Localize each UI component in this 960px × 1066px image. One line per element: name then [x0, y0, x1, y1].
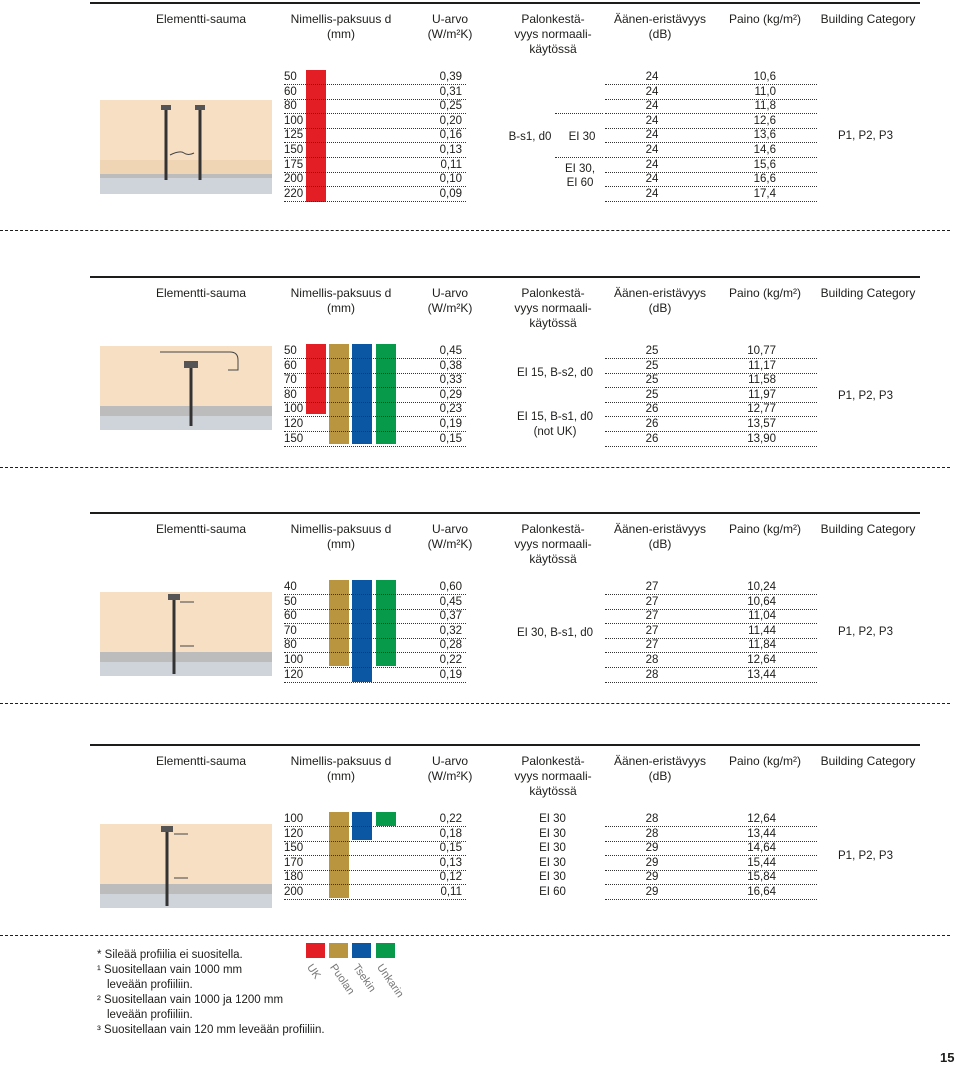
header-uvalue: U-arvo (W/m²K)	[427, 754, 473, 783]
sound-cell: 28	[645, 813, 659, 825]
footnote-2-cont: leveään profiiliin.	[107, 1009, 193, 1021]
header-fire: Palonkestä- vyys normaali- käytössä	[514, 286, 592, 330]
weight-cell: 13,57	[747, 418, 776, 430]
row-divider	[284, 201, 466, 202]
thickness-cell: 120	[284, 827, 304, 840]
sound-cell: 24	[645, 173, 659, 186]
building-category: P1, P2, P3	[838, 626, 893, 638]
color-bar-blue	[352, 344, 372, 444]
weight-cell: 12,6	[753, 114, 776, 127]
sound-cell: 24	[645, 129, 659, 142]
uvalue-cell: 0,38	[439, 359, 462, 372]
sound-cell: 25	[645, 345, 659, 357]
table-header	[90, 512, 920, 572]
thickness-cell: 150	[284, 144, 304, 156]
sound-cell: 25	[645, 359, 659, 372]
weight-cell: 15,84	[747, 871, 776, 884]
weight-cell: 14,64	[747, 842, 776, 855]
row-divider	[605, 128, 817, 129]
weight-cell: 12,64	[747, 813, 776, 825]
weight-cell: 11,17	[748, 359, 776, 372]
row-divider	[605, 899, 817, 900]
weight-cell: 10,6	[753, 71, 776, 83]
row-divider	[605, 157, 817, 158]
uvalue-cell: 0,13	[439, 144, 462, 156]
sound-cell: 27	[645, 581, 659, 593]
thickness-cell: 175	[284, 158, 304, 171]
sound-cell: 28	[645, 654, 659, 666]
fire-class-b: EI 15, B-s1, d0	[516, 411, 594, 423]
sound-cell: 26	[645, 403, 659, 416]
uvalue-cell: 0,10	[439, 173, 462, 186]
color-bar-gold	[329, 344, 349, 444]
header-joint: Elementti-sauma	[155, 522, 247, 536]
thickness-cell: 50	[284, 345, 297, 357]
header-sound: Äänen-eristävyys (dB)	[613, 754, 707, 783]
row-divider	[605, 373, 817, 374]
thickness-cell: 50	[284, 71, 297, 83]
header-uvalue: U-arvo (W/m²K)	[427, 12, 473, 41]
uvalue-cell: 0,29	[439, 388, 462, 401]
header-category: Building Category	[820, 12, 916, 26]
weight-cell: 12,77	[747, 403, 776, 416]
thickness-cell: 70	[284, 374, 297, 387]
row-divider	[605, 431, 817, 432]
weight-cell: 11,84	[748, 639, 776, 652]
thickness-cell: 100	[284, 813, 304, 825]
fire-cell: EI 30	[539, 827, 566, 840]
sound-cell: 24	[645, 100, 659, 113]
row-divider	[605, 446, 817, 447]
fire-cell: EI 30	[539, 856, 566, 869]
header-category: Building Category	[820, 754, 916, 768]
row-divider	[605, 358, 817, 359]
weight-cell: 10,77	[747, 345, 776, 357]
uvalue-cell: 0,22	[439, 654, 462, 666]
color-bar-green	[376, 344, 396, 444]
thickness-cell: 40	[284, 581, 297, 593]
sound-cell: 29	[645, 886, 659, 898]
row-divider	[605, 667, 817, 668]
sound-cell: 28	[645, 668, 659, 681]
sound-cell: 25	[645, 374, 659, 387]
header-sound: Äänen-eristävyys (dB)	[613, 522, 707, 551]
table-header	[90, 744, 920, 804]
sound-cell: 27	[645, 595, 659, 608]
weight-cell: 13,90	[747, 432, 776, 445]
building-category: P1, P2, P3	[838, 390, 893, 402]
weight-cell: 14,6	[753, 144, 776, 156]
section-divider	[0, 703, 950, 704]
fire-class-c: (not UK)	[533, 426, 577, 438]
table-header	[90, 276, 920, 336]
joint-illustration-2	[100, 346, 272, 434]
uvalue-cell: 0,15	[439, 432, 462, 445]
thickness-cell: 150	[284, 842, 304, 855]
header-joint: Elementti-sauma	[155, 286, 247, 300]
row-divider	[605, 884, 817, 885]
page-number: 15	[940, 1050, 955, 1065]
sound-cell: 24	[645, 158, 659, 171]
fire-class-a: EI 30, B-s1, d0	[516, 627, 594, 639]
row-divider	[605, 99, 817, 100]
row-divider	[605, 682, 817, 683]
sound-cell: 29	[645, 842, 659, 855]
table-header	[90, 2, 920, 62]
row-divider	[605, 870, 817, 871]
row-divider	[605, 609, 817, 610]
uvalue-cell: 0,22	[439, 813, 462, 825]
header-sound: Äänen-eristävyys (dB)	[613, 12, 707, 41]
row-divider	[605, 623, 817, 624]
weight-cell: 13,44	[747, 827, 776, 840]
sound-cell: 29	[645, 871, 659, 884]
header-fire: Palonkestä- vyys normaali- käytössä	[514, 12, 592, 56]
header-weight: Paino (kg/m²)	[728, 522, 802, 536]
row-divider	[605, 201, 817, 202]
row-divider	[284, 446, 466, 447]
footnote-1: ¹ Suositellaan vain 1000 mm	[97, 964, 243, 976]
legend-label-puolan: Puolan	[327, 962, 357, 997]
uvalue-cell: 0,15	[439, 842, 462, 855]
uvalue-cell: 0,11	[440, 886, 462, 898]
row-divider	[605, 113, 817, 114]
fire-cell: EI 60	[539, 886, 566, 898]
row-divider	[605, 172, 817, 173]
footnote-star: * Sileää profiilia ei suositella.	[97, 949, 243, 961]
sound-cell: 24	[645, 71, 659, 83]
legend-swatch-red	[306, 943, 325, 958]
sound-cell: 27	[645, 610, 659, 623]
fire-class-a: EI 15, B-s2, d0	[516, 367, 594, 379]
header-weight: Paino (kg/m²)	[728, 754, 802, 768]
weight-cell: 10,24	[747, 581, 776, 593]
header-uvalue: U-arvo (W/m²K)	[427, 522, 473, 551]
sound-cell: 27	[645, 624, 659, 637]
thickness-cell: 200	[284, 173, 304, 186]
legend-swatch-gold	[329, 943, 348, 958]
uvalue-cell: 0,09	[439, 187, 462, 200]
thickness-cell: 170	[284, 856, 304, 869]
joint-illustration-4	[100, 824, 272, 912]
uvalue-cell: 0,45	[439, 595, 462, 608]
thickness-cell: 100	[284, 403, 304, 416]
building-category: P1, P2, P3	[838, 130, 893, 142]
header-category: Building Category	[820, 522, 916, 536]
uvalue-cell: 0,20	[439, 114, 462, 127]
legend-label-uk: UK	[304, 962, 323, 982]
thickness-cell: 100	[284, 654, 304, 666]
header-uvalue: U-arvo (W/m²K)	[427, 286, 473, 315]
header-thickness: Nimellis-paksuus d (mm)	[290, 754, 392, 783]
fire-cell: EI 30	[539, 871, 566, 884]
sound-cell: 29	[645, 856, 659, 869]
uvalue-cell: 0,37	[439, 610, 462, 623]
thickness-cell: 100	[284, 114, 304, 127]
header-fire: Palonkestä- vyys normaali- käytössä	[514, 754, 592, 798]
weight-cell: 15,44	[747, 856, 776, 869]
uvalue-cell: 0,33	[439, 374, 462, 387]
sound-cell: 28	[645, 827, 659, 840]
uvalue-cell: 0,28	[439, 639, 462, 652]
fire-class-b: EI 30	[568, 131, 596, 143]
sound-cell: 24	[645, 144, 659, 156]
fire-cell: EI 30	[539, 842, 566, 855]
row-divider	[605, 387, 817, 388]
row-divider	[605, 84, 817, 85]
legend-label-unkarin: Unkarin	[374, 962, 406, 1000]
thickness-cell: 60	[284, 610, 297, 623]
joint-illustration-1	[100, 100, 272, 200]
uvalue-cell: 0,39	[439, 71, 462, 83]
uvalue-cell: 0,60	[439, 581, 462, 593]
row-divider	[605, 402, 817, 403]
weight-cell: 10,64	[747, 595, 776, 608]
sound-cell: 24	[645, 85, 659, 98]
uvalue-cell: 0,31	[439, 85, 462, 98]
uvalue-cell: 0,18	[439, 827, 462, 840]
section-divider	[0, 935, 950, 936]
header-sound: Äänen-eristävyys (dB)	[613, 286, 707, 315]
weight-cell: 13,6	[753, 129, 776, 142]
row-divider	[284, 682, 466, 683]
weight-cell: 16,64	[747, 886, 776, 898]
footnote-1-cont: leveään profiiliin.	[107, 979, 193, 991]
weight-cell: 17,4	[753, 187, 776, 200]
uvalue-cell: 0,11	[440, 158, 462, 171]
row-divider	[605, 841, 817, 842]
thickness-cell: 220	[284, 187, 304, 200]
thickness-cell: 80	[284, 100, 297, 113]
building-category: P1, P2, P3	[838, 850, 893, 862]
section-divider	[0, 467, 950, 468]
legend-swatch-green	[376, 943, 395, 958]
thickness-cell: 60	[284, 359, 297, 372]
legend-label-tsekin: Tsekin	[350, 962, 378, 995]
sound-cell: 26	[645, 432, 659, 445]
weight-cell: 12,64	[747, 654, 776, 666]
weight-cell: 13,44	[747, 668, 776, 681]
header-thickness: Nimellis-paksuus d (mm)	[290, 522, 392, 551]
weight-cell: 11,97	[748, 388, 776, 401]
header-category: Building Category	[820, 286, 916, 300]
header-weight: Paino (kg/m²)	[728, 12, 802, 26]
header-joint: Elementti-sauma	[155, 12, 247, 26]
row-divider	[605, 594, 817, 595]
sound-cell: 24	[645, 114, 659, 127]
uvalue-cell: 0,19	[439, 418, 462, 430]
thickness-cell: 180	[284, 871, 304, 884]
uvalue-cell: 0,23	[439, 403, 462, 416]
legend-swatch-blue	[352, 943, 371, 958]
row-divider	[605, 826, 817, 827]
thickness-cell: 125	[284, 129, 304, 142]
sound-cell: 25	[645, 388, 659, 401]
thickness-cell: 120	[284, 418, 304, 430]
weight-cell: 11,0	[754, 85, 776, 98]
thickness-cell: 60	[284, 85, 297, 98]
uvalue-cell: 0,19	[439, 668, 462, 681]
thickness-cell: 70	[284, 624, 297, 637]
uvalue-cell: 0,32	[439, 624, 462, 637]
weight-cell: 11,8	[754, 100, 776, 113]
row-divider	[605, 142, 817, 143]
footnotes	[97, 948, 325, 1038]
uvalue-cell: 0,45	[439, 345, 462, 357]
thickness-cell: 150	[284, 432, 304, 445]
weight-cell: 11,04	[748, 610, 776, 623]
thickness-cell: 80	[284, 388, 297, 401]
header-thickness: Nimellis-paksuus d (mm)	[290, 286, 392, 315]
sound-cell: 24	[645, 187, 659, 200]
weight-cell: 11,58	[748, 374, 776, 387]
thickness-cell: 120	[284, 668, 304, 681]
row-divider	[605, 186, 817, 187]
header-fire: Palonkestä- vyys normaali- käytössä	[514, 522, 592, 566]
uvalue-cell: 0,12	[439, 871, 462, 884]
fire-class-a: B-s1, d0	[508, 131, 552, 143]
thickness-cell: 80	[284, 639, 297, 652]
row-divider	[605, 638, 817, 639]
uvalue-cell: 0,13	[439, 856, 462, 869]
joint-illustration-3	[100, 592, 272, 682]
row-divider	[284, 899, 466, 900]
header-weight: Paino (kg/m²)	[728, 286, 802, 300]
sound-cell: 26	[645, 418, 659, 430]
footnote-2: ² Suositellaan vain 1000 ja 1200 mm	[97, 994, 284, 1006]
header-thickness: Nimellis-paksuus d (mm)	[290, 12, 392, 41]
fire-class-c: EI 30, EI 60	[564, 163, 596, 189]
uvalue-cell: 0,16	[439, 129, 462, 142]
uvalue-cell: 0,25	[439, 100, 462, 113]
weight-cell: 16,6	[753, 173, 776, 186]
weight-cell: 11,44	[748, 624, 776, 637]
row-divider	[605, 652, 817, 653]
weight-cell: 15,6	[753, 158, 776, 171]
footnote-3: ³ Suositellaan vain 120 mm leveään profiiliin.	[97, 1024, 325, 1036]
thickness-cell: 200	[284, 886, 304, 898]
header-joint: Elementti-sauma	[155, 754, 247, 768]
row-divider	[605, 855, 817, 856]
color-bar-green	[376, 812, 396, 826]
sound-cell: 27	[645, 639, 659, 652]
row-divider	[605, 416, 817, 417]
fire-cell: EI 30	[539, 813, 566, 825]
section-divider	[0, 230, 950, 231]
thickness-cell: 50	[284, 595, 297, 608]
